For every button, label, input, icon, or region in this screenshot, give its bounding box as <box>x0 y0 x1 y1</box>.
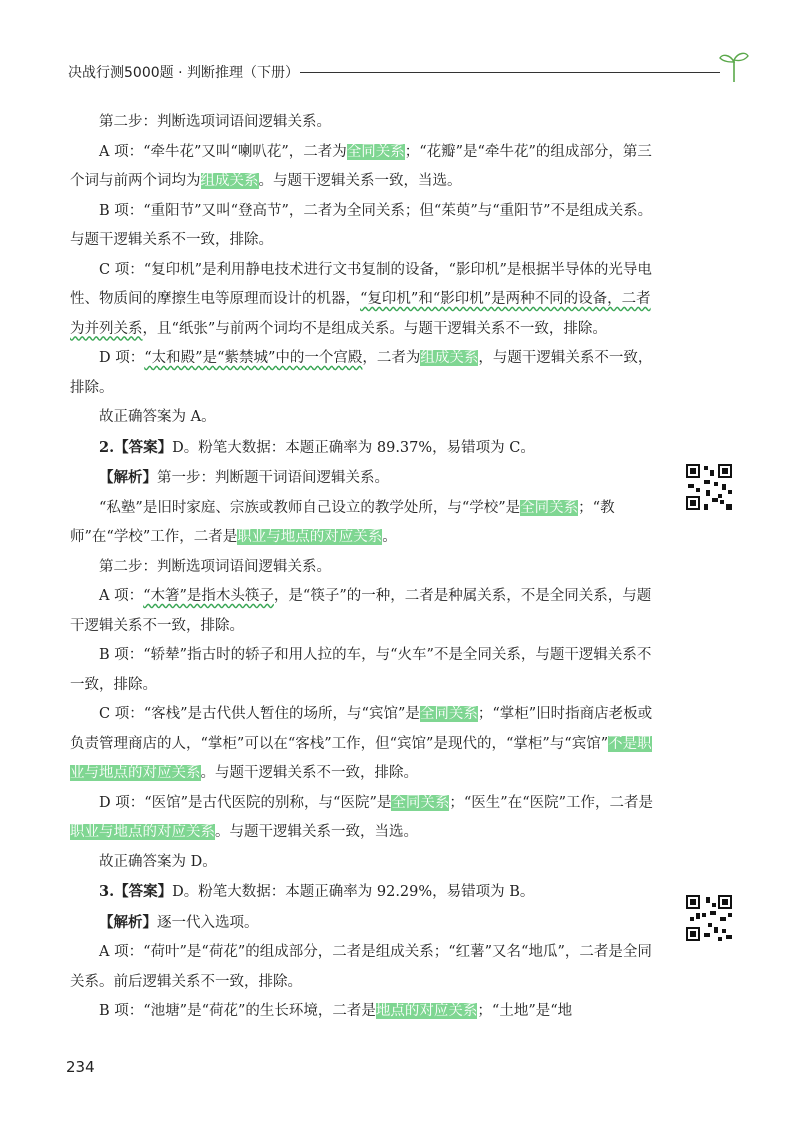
paragraph <box>70 403 658 433</box>
qr-code-icon[interactable] <box>684 462 734 512</box>
text-segment: B 项：“重阳节”又叫“登高节”，二者为全同关系；但“茱萸”与“重阳节”不是组成关系。与题干逻辑关系不一致，排除。 <box>70 202 653 248</box>
text-segment: A 项：“牵牛花”又叫“喇叭花”，二者为 <box>99 143 347 160</box>
sprout-icon <box>718 50 750 84</box>
section-tag: 2.【答案】 <box>99 438 173 456</box>
text-segment: A 项：“荷叶”是“荷花”的组成部分，二者是组成关系；“红薯”又名“地瓜”，二者是全同关系。前后逻辑关系不一致，排除。 <box>70 944 652 990</box>
paragraph <box>70 700 658 789</box>
underlined-phrase: “太和殿”是“紫禁城”中的一个宫殿 <box>144 350 363 366</box>
paragraph <box>70 463 658 494</box>
text-segment: C 项：“复印机”是利用静电技术进行文书复制的设备，“影印机”是根据半导体的光导电性、物质间的摩擦生电等原理而设计的机器， <box>70 261 652 307</box>
text-segment: ；“花瓣”是“牵牛花”的组成部分，第三个词与前两个词均为 <box>70 143 652 189</box>
section-tag: 【解析】 <box>99 913 157 931</box>
highlighted-term: 全同关系 <box>520 499 579 516</box>
text-segment: C 项：“客栈”是古代供人暂住的场所，与“宾馆”是 <box>99 706 420 722</box>
text-segment: 故正确答案为 D。 <box>99 853 217 870</box>
text-segment: “私塾”是旧时家庭、宗族或教师自己设立的教学处所，与“学校”是 <box>99 499 521 516</box>
paragraph <box>70 256 658 345</box>
text-segment: D。粉笔大数据：本题正确率为 92.29%，易错项为 B。 <box>172 884 535 900</box>
text-segment: 。与题干逻辑关系不一致，排除。 <box>200 765 418 781</box>
paragraph <box>70 877 658 908</box>
underlined-phrase: “木箸”是指木头筷子 <box>143 588 274 604</box>
text-segment: ；“掌柜”旧时指商店老板或负责管理商店的人，“掌柜”可以在“客栈”工作，但“宾馆”是现代的，“掌柜”与“宾馆” <box>70 706 653 752</box>
paragraph <box>70 494 658 553</box>
paragraph <box>70 997 658 1027</box>
page-number: 234 <box>66 1058 95 1076</box>
text-segment: B 项：“池塘”是“荷花”的生长环境，二者是 <box>99 1003 376 1019</box>
text-segment: 。与题干逻辑关系一致，当选。 <box>215 824 418 840</box>
section-tag: 【解析】 <box>99 469 157 486</box>
text-segment: 第一步：判断题干词语间逻辑关系。 <box>157 470 389 486</box>
paragraph <box>70 582 658 641</box>
text-segment: D 项： <box>99 350 145 366</box>
qr-code-icon[interactable] <box>684 893 734 943</box>
paragraph <box>70 641 658 700</box>
section-tag: 3.【答案】 <box>99 883 173 900</box>
paragraph <box>70 789 658 848</box>
text-segment: D 项：“医馆”是古代医院的别称，与“医院”是 <box>99 794 392 811</box>
highlighted-term: 职业与地点的对应关系 <box>70 824 215 840</box>
text-segment: 。 <box>382 529 397 545</box>
paragraph <box>70 908 658 939</box>
paragraph <box>70 553 658 583</box>
text-segment: ，是“筷子”的一种，二者是种属关系，不是全同关系，与题干逻辑关系不一致，排除。 <box>70 588 652 634</box>
paragraph <box>70 433 658 464</box>
paragraph <box>70 138 658 197</box>
text-segment: ，与题干逻辑关系不一致，排除。 <box>70 350 653 396</box>
text-segment: A 项： <box>99 588 144 604</box>
paragraph <box>70 848 658 878</box>
text-segment: B 项：“轿辇”指古时的轿子和用人拉的车，与“火车”不是全同关系，与题干逻辑关系不一致，排除。 <box>70 647 652 693</box>
page-header <box>68 60 740 88</box>
highlighted-term: 全同关系 <box>419 706 478 722</box>
underlined-phrase: “复印机”和“影印机”是两种不同的设备，二者为并列关系 <box>70 291 651 337</box>
text-segment: ；“医生”在“医院”工作，二者是 <box>449 794 654 811</box>
paragraph <box>70 938 658 997</box>
book-title: 决战行测5000题 · 判断推理（下册） <box>68 65 299 81</box>
header-rule <box>300 72 720 73</box>
highlighted-term: 地点的对应关系 <box>375 1003 478 1019</box>
text-segment: ，且“纸张”与前两个词均不是组成关系。与题干逻辑关系不一致，排除。 <box>142 320 607 337</box>
text-segment: 。与题干逻辑关系一致，当选。 <box>258 173 462 189</box>
paragraph <box>70 344 658 403</box>
text-segment: 第二步：判断选项词语间逻辑关系。 <box>99 558 331 575</box>
solution-content <box>70 108 658 1027</box>
highlighted-term: 组成关系 <box>420 350 479 366</box>
highlighted-term: 全同关系 <box>346 143 405 160</box>
text-segment: D。粉笔大数据：本题正确率为 89.37%，易错项为 C。 <box>172 439 535 456</box>
text-segment: 第二步：判断选项词语间逻辑关系。 <box>99 114 331 130</box>
text-segment: ，二者为 <box>362 350 421 366</box>
highlighted-term: 职业与地点的对应关系 <box>237 529 383 545</box>
highlighted-term: 全同关系 <box>391 794 450 811</box>
text-segment: ；“土地”是“地 <box>477 1003 573 1019</box>
text-segment: 故正确答案为 A。 <box>99 409 216 425</box>
highlighted-term: 不是职业与地点的对应关系 <box>70 735 652 781</box>
paragraph <box>70 197 658 256</box>
text-segment: ；“教师”在“学校”工作，二者是 <box>70 499 615 545</box>
paragraph <box>70 108 658 138</box>
highlighted-term: 组成关系 <box>200 173 259 189</box>
text-segment: 逐一代入选项。 <box>157 914 259 931</box>
